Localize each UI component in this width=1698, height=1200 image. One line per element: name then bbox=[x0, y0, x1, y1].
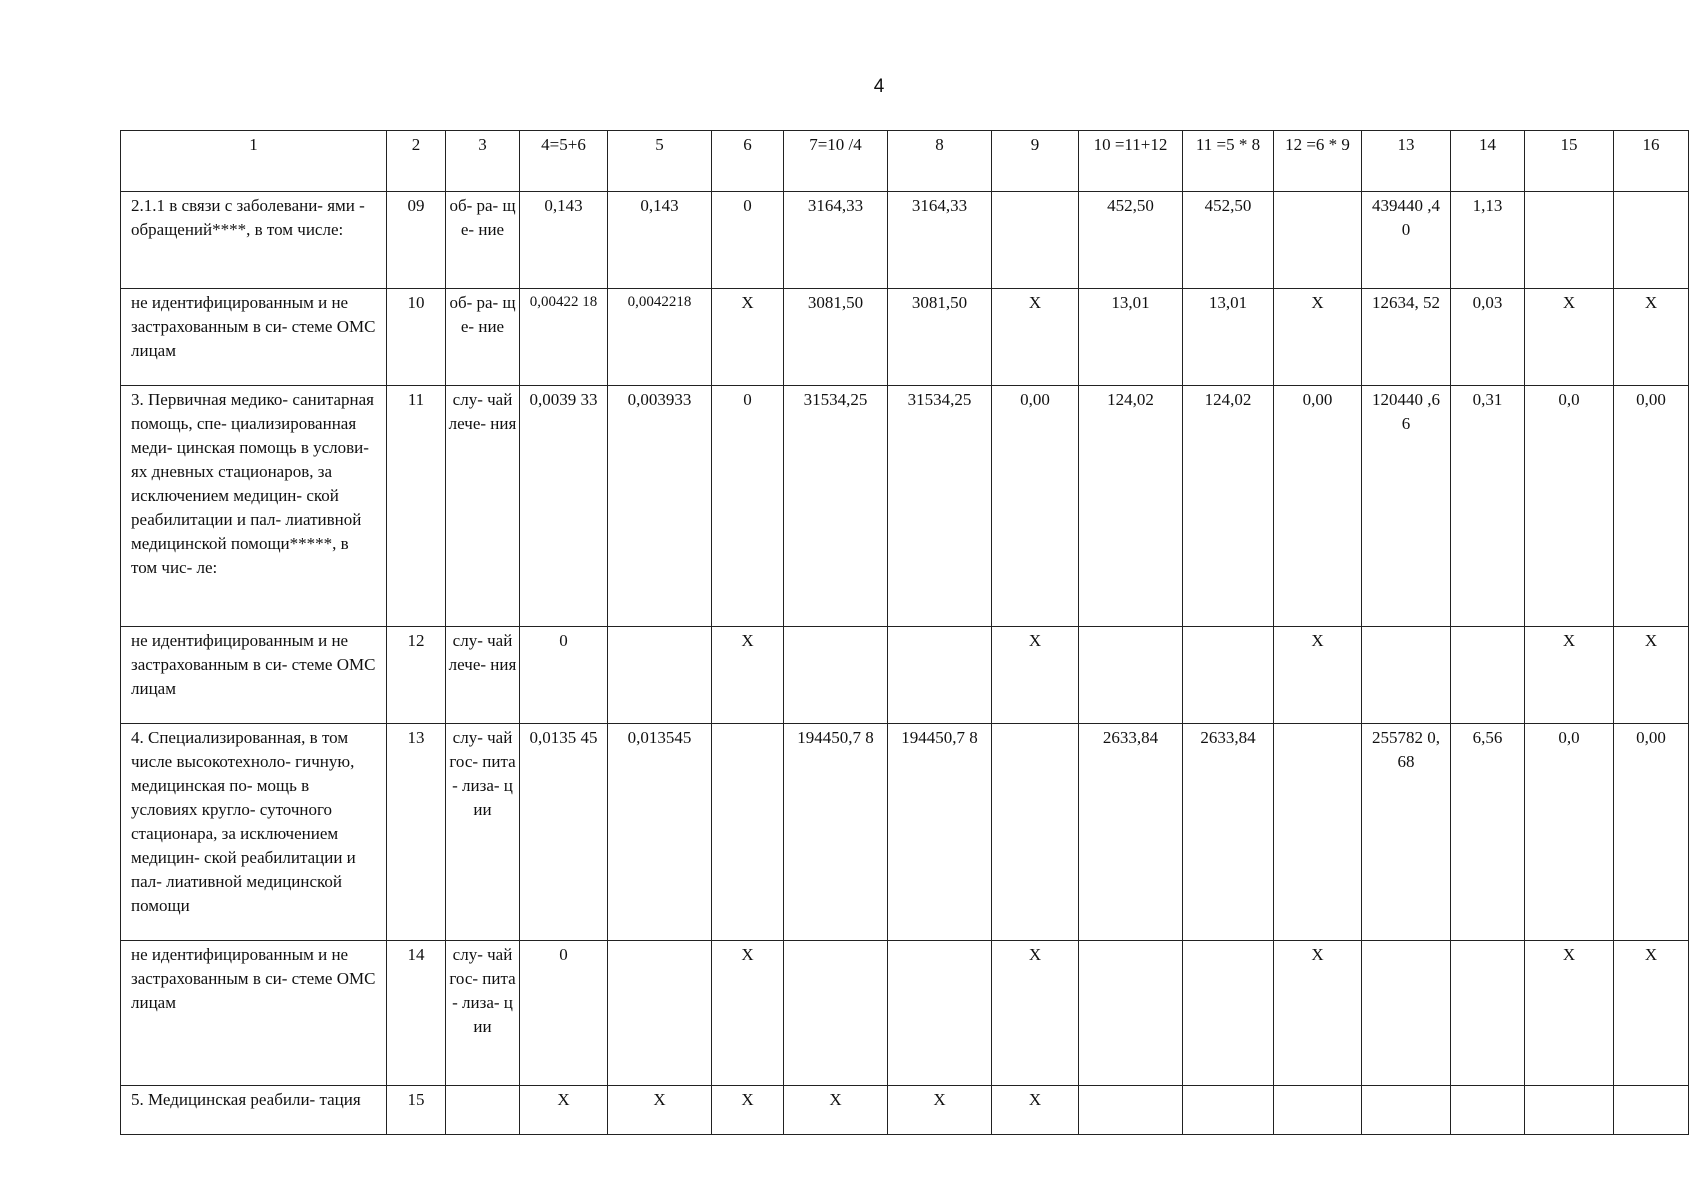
table-cell: 0,00 bbox=[1614, 386, 1689, 627]
table-cell bbox=[1274, 724, 1362, 941]
table-cell: 0,03 bbox=[1451, 289, 1525, 386]
table-cell: 13,01 bbox=[1079, 289, 1183, 386]
table-cell: X bbox=[712, 1086, 784, 1135]
table-cell bbox=[992, 724, 1079, 941]
row-unit-cell: слу- чай лече- ния bbox=[446, 627, 520, 724]
table-cell: 0,013545 bbox=[608, 724, 712, 941]
row-code-cell: 10 bbox=[387, 289, 446, 386]
table-cell: 0 bbox=[712, 192, 784, 289]
table-cell: 6,56 bbox=[1451, 724, 1525, 941]
table-cell: 0,00 bbox=[1614, 724, 1689, 941]
row-name-cell: не идентифицированным и не застрахованным в си- стеме ОМС лицам bbox=[121, 941, 387, 1086]
table-cell bbox=[1614, 1086, 1689, 1135]
table-cell: X bbox=[1614, 627, 1689, 724]
table-cell: 0,003933 bbox=[608, 386, 712, 627]
header-cell: 7=10 /4 bbox=[784, 131, 888, 192]
table-cell: 0,00 bbox=[1274, 386, 1362, 627]
row-unit-cell: об- ра- ще- ние bbox=[446, 289, 520, 386]
table-cell: X bbox=[1614, 289, 1689, 386]
table-header-row bbox=[121, 131, 1689, 192]
row-unit-cell bbox=[446, 1086, 520, 1135]
header-cell: 11 =5 * 8 bbox=[1183, 131, 1274, 192]
row-unit-cell: слу- чай гос- пита- лиза- ции bbox=[446, 941, 520, 1086]
table-cell bbox=[1079, 627, 1183, 724]
table-cell bbox=[608, 941, 712, 1086]
table-cell: X bbox=[784, 1086, 888, 1135]
data-table bbox=[120, 130, 1689, 1135]
header-cell: 2 bbox=[387, 131, 446, 192]
table-cell: 3164,33 bbox=[888, 192, 992, 289]
table-cell: 194450,7 8 bbox=[784, 724, 888, 941]
table-cell: 0 bbox=[520, 941, 608, 1086]
row-code-cell: 11 bbox=[387, 386, 446, 627]
table-row bbox=[121, 386, 1689, 627]
row-name-cell: 2.1.1 в связи с заболевани- ями - обращений****, в том числе: bbox=[121, 192, 387, 289]
header-cell: 12 =6 * 9 bbox=[1274, 131, 1362, 192]
table-cell bbox=[1362, 627, 1451, 724]
row-code-cell: 12 bbox=[387, 627, 446, 724]
table-cell: 12634, 52 bbox=[1362, 289, 1451, 386]
table-row bbox=[121, 192, 1689, 289]
table-cell: 452,50 bbox=[1079, 192, 1183, 289]
row-unit-cell: об- ра- ще- ние bbox=[446, 192, 520, 289]
row-code-cell: 15 bbox=[387, 1086, 446, 1135]
table-cell: X bbox=[712, 289, 784, 386]
header-cell: 10 =11+12 bbox=[1079, 131, 1183, 192]
row-unit-cell: слу- чай гос- пита- лиза- ции bbox=[446, 724, 520, 941]
table-cell: X bbox=[712, 941, 784, 1086]
table-cell: X bbox=[520, 1086, 608, 1135]
table-cell bbox=[888, 941, 992, 1086]
table-cell bbox=[1525, 1086, 1614, 1135]
table-cell: 0,0 bbox=[1525, 724, 1614, 941]
table-cell: X bbox=[712, 627, 784, 724]
table-cell: 124,02 bbox=[1183, 386, 1274, 627]
table-row bbox=[121, 289, 1689, 386]
table-cell: 0 bbox=[712, 386, 784, 627]
table-cell: 1,13 bbox=[1451, 192, 1525, 289]
table-cell: 124,02 bbox=[1079, 386, 1183, 627]
table-cell: 0,0 bbox=[1525, 386, 1614, 627]
table-cell: X bbox=[992, 1086, 1079, 1135]
table-row bbox=[121, 724, 1689, 941]
header-cell: 5 bbox=[608, 131, 712, 192]
table-cell bbox=[888, 627, 992, 724]
table-cell bbox=[1079, 1086, 1183, 1135]
table-cell: X bbox=[1525, 627, 1614, 724]
table-cell bbox=[1525, 192, 1614, 289]
table-cell bbox=[992, 192, 1079, 289]
table-cell bbox=[784, 627, 888, 724]
table-cell bbox=[1183, 1086, 1274, 1135]
table-cell: X bbox=[1274, 289, 1362, 386]
table-cell: X bbox=[1274, 941, 1362, 1086]
table-cell: 3081,50 bbox=[784, 289, 888, 386]
table-cell bbox=[1451, 941, 1525, 1086]
table-cell: 0,0039 33 bbox=[520, 386, 608, 627]
row-code-cell: 14 bbox=[387, 941, 446, 1086]
header-cell: 9 bbox=[992, 131, 1079, 192]
table-cell bbox=[1079, 941, 1183, 1086]
table-cell: 194450,7 8 bbox=[888, 724, 992, 941]
table-cell bbox=[1362, 941, 1451, 1086]
table-cell: 439440 ,40 bbox=[1362, 192, 1451, 289]
table-cell: 452,50 bbox=[1183, 192, 1274, 289]
table-cell: 0,0135 45 bbox=[520, 724, 608, 941]
header-cell: 8 bbox=[888, 131, 992, 192]
table-cell: X bbox=[888, 1086, 992, 1135]
header-cell: 14 bbox=[1451, 131, 1525, 192]
table-cell: 255782 0,68 bbox=[1362, 724, 1451, 941]
table-cell: X bbox=[608, 1086, 712, 1135]
table-cell bbox=[712, 724, 784, 941]
table-row bbox=[121, 1086, 1689, 1135]
table-cell: X bbox=[1274, 627, 1362, 724]
table-cell: 0,0042218 bbox=[608, 289, 712, 386]
table-cell: 3081,50 bbox=[888, 289, 992, 386]
row-code-cell: 13 bbox=[387, 724, 446, 941]
table-cell bbox=[784, 941, 888, 1086]
table-cell: 0,00422 18 bbox=[520, 289, 608, 386]
table-cell: X bbox=[992, 941, 1079, 1086]
table-cell bbox=[1274, 192, 1362, 289]
table-cell bbox=[1451, 1086, 1525, 1135]
table-cell: 13,01 bbox=[1183, 289, 1274, 386]
row-name-cell: 3. Первичная медико- санитарная помощь, спе- циализированная меди- цинская помощь в услови- ях дневных стационаров, за исключением медицин- ской реабилитации и пал- лиативной медицинской помощи*****, в том чис- ле: bbox=[121, 386, 387, 627]
table-cell bbox=[1451, 627, 1525, 724]
table-cell: 0 bbox=[520, 627, 608, 724]
row-name-cell: не идентифицированным и не застрахованным в си- стеме ОМС лицам bbox=[121, 289, 387, 386]
table-cell bbox=[608, 627, 712, 724]
table-cell: X bbox=[992, 627, 1079, 724]
header-cell: 16 bbox=[1614, 131, 1689, 192]
row-name-cell: 4. Специализированная, в том числе высокотехноло- гичную, медицинская по- мощь в условиях кругло- суточного стационара, за исключением медицин- ской реабилитации и пал- лиативной медицинской помощи bbox=[121, 724, 387, 941]
header-cell: 13 bbox=[1362, 131, 1451, 192]
table-cell bbox=[1274, 1086, 1362, 1135]
table-cell: X bbox=[1614, 941, 1689, 1086]
table-row bbox=[121, 941, 1689, 1086]
row-unit-cell: слу- чай лече- ния bbox=[446, 386, 520, 627]
table-cell: 0,00 bbox=[992, 386, 1079, 627]
table-cell: 120440 ,66 bbox=[1362, 386, 1451, 627]
table-cell: 0,143 bbox=[608, 192, 712, 289]
table-cell bbox=[1183, 941, 1274, 1086]
table-cell: X bbox=[1525, 289, 1614, 386]
table-row bbox=[121, 627, 1689, 724]
table-cell bbox=[1362, 1086, 1451, 1135]
table-cell: 2633,84 bbox=[1079, 724, 1183, 941]
page-number: 4 bbox=[873, 76, 885, 97]
row-code-cell: 09 bbox=[387, 192, 446, 289]
table-cell: X bbox=[1525, 941, 1614, 1086]
table-cell: 0,31 bbox=[1451, 386, 1525, 627]
row-name-cell: 5. Медицинская реабили- тация bbox=[121, 1086, 387, 1135]
row-name-cell: не идентифицированным и не застрахованным в си- стеме ОМС лицам bbox=[121, 627, 387, 724]
header-cell: 4=5+6 bbox=[520, 131, 608, 192]
table-cell: 31534,25 bbox=[784, 386, 888, 627]
header-cell: 3 bbox=[446, 131, 520, 192]
header-cell: 6 bbox=[712, 131, 784, 192]
table-cell: 2633,84 bbox=[1183, 724, 1274, 941]
table-cell: 0,143 bbox=[520, 192, 608, 289]
table-cell: 31534,25 bbox=[888, 386, 992, 627]
table-cell: X bbox=[992, 289, 1079, 386]
header-cell: 15 bbox=[1525, 131, 1614, 192]
table-cell: 3164,33 bbox=[784, 192, 888, 289]
table-cell bbox=[1614, 192, 1689, 289]
header-cell: 1 bbox=[121, 131, 387, 192]
table-cell bbox=[1183, 627, 1274, 724]
